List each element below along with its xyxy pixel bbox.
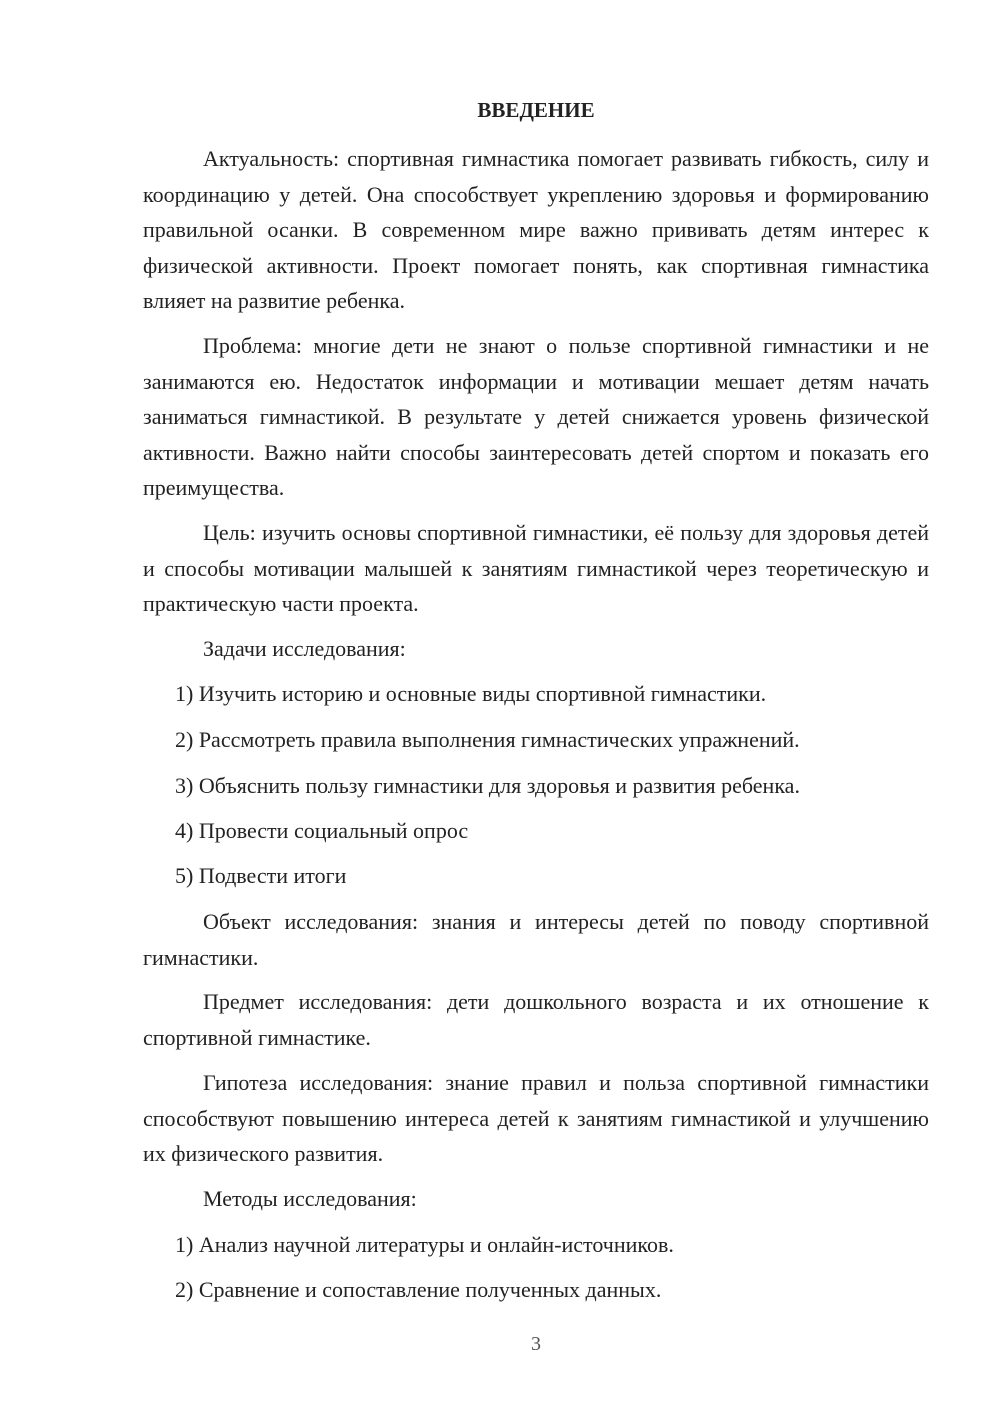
page-number: 3 (531, 1333, 541, 1355)
task-item: 5) Подвести итоги (175, 863, 347, 888)
task-item: 3) Объяснить пользу гимнастики для здоровья и развития ребенка. (175, 773, 800, 798)
task-item: 2) Рассмотреть правила выполнения гимнастических упражнений. (175, 727, 800, 752)
method-item: 2) Сравнение и сопоставление полученных данных. (175, 1277, 662, 1302)
problem-paragraph: Проблема: многие дети не знают о пользе спортивной гимнастики и не занимаются ею. Недостаток информации и мотивации мешает детям начать заниматься гимнастикой. В результате у детей снижается уровень физической активности. Важно найти способы заинтересовать детей спортом и показать его преимущества. (143, 333, 929, 500)
tasks-heading: Задачи исследования: (203, 636, 406, 661)
hypothesis-paragraph: Гипотеза исследования: знание правил и польза спортивной гимнастики способствуют повышению интереса детей к занятиям гимнастикой и улучшению их физического развития. (143, 1070, 929, 1166)
object-paragraph: Объект исследования: знания и интересы детей по поводу спортивной гимнастики. (143, 909, 929, 970)
relevance-paragraph: Актуальность: спортивная гимнастика помогает развивать гибкость, силу и координацию у детей. Она способствует укреплению здоровья и формированию правильной осанки. В современном мире важно прививать детям интерес к физической активности. Проект помогает понять, как спортивная гимнастика влияет на развитие ребенка. (143, 146, 929, 313)
goal-paragraph: Цель: изучить основы спортивной гимнастики, её пользу для здоровья детей и способы мотивации малышей к занятиям гимнастикой через теоретическую и практическую части проекта. (143, 520, 929, 616)
task-item: 4) Провести социальный опрос (175, 818, 469, 843)
method-item: 1) Анализ научной литературы и онлайн-источников. (175, 1232, 674, 1257)
page-title: ВВЕДЕНИЕ (477, 98, 595, 122)
subject-paragraph: Предмет исследования: дети дошкольного возраста и их отношение к спортивной гимнастике. (143, 989, 929, 1050)
methods-heading: Методы исследования: (203, 1186, 417, 1211)
task-item: 1) Изучить историю и основные виды спортивной гимнастики. (175, 681, 767, 706)
